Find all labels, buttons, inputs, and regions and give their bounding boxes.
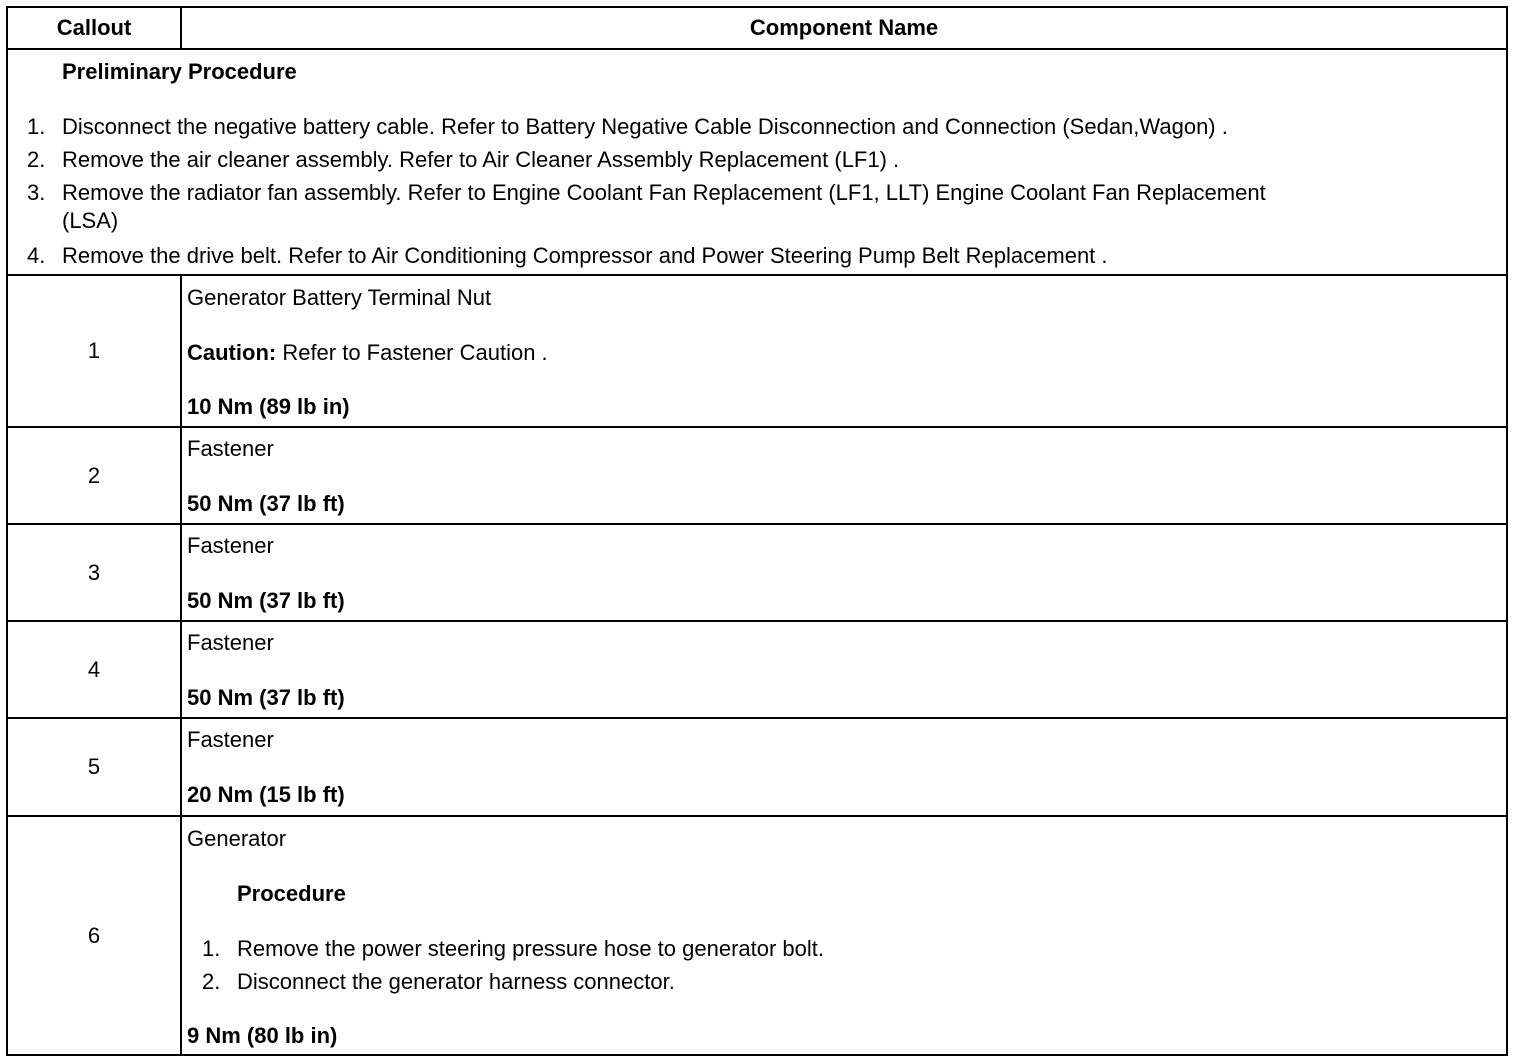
table-row (8, 622, 1506, 719)
table-row (8, 276, 1506, 428)
component-name: Generator (187, 826, 287, 851)
torque-spec: 20 Nm (15 lb ft) (187, 782, 345, 807)
prelim-step-num: 4. (27, 243, 46, 268)
caution-text: Refer to Fastener Caution . (276, 340, 548, 365)
table-row (8, 817, 1506, 1054)
component-name: Fastener (187, 533, 274, 558)
callout-number: 4 (8, 622, 182, 717)
preliminary-title: Preliminary Procedure (62, 59, 297, 84)
prelim-step-text: Disconnect the negative battery cable. Refer to Battery Negative Cable Disconnection and Connection (Sedan,Wagon) . (62, 114, 1228, 139)
prelim-step-text: Remove the air cleaner assembly. Refer to Air Cleaner Assembly Replacement (LF1) . (62, 147, 900, 172)
component-cell (182, 525, 1506, 620)
table-row (8, 719, 1506, 817)
component-name: Fastener (187, 727, 274, 752)
component-cell (182, 276, 1506, 426)
torque-spec: 10 Nm (89 lb in) (187, 394, 350, 419)
header-component-name: Component Name (749, 15, 939, 40)
caution-line (187, 340, 548, 366)
table-row (8, 428, 1506, 525)
prelim-step-text: Remove the drive belt. Refer to Air Conditioning Compressor and Power Steering Pump Belt Replacement . (62, 243, 1108, 268)
prelim-step-text: Remove the radiator fan assembly. Refer to Engine Coolant Fan Replacement (LF1, LLT) Engine Coolant Fan Replacement (62, 180, 1266, 205)
component-cell (182, 622, 1506, 717)
torque-spec-table (6, 6, 1508, 1056)
torque-spec: 50 Nm (37 lb ft) (187, 685, 345, 710)
component-cell (182, 719, 1506, 815)
caution-label: Caution: (187, 340, 277, 365)
prelim-step-num: 1. (27, 114, 46, 139)
component-name: Fastener (187, 630, 274, 655)
component-name: Fastener (187, 436, 274, 461)
torque-spec: 50 Nm (37 lb ft) (187, 588, 345, 613)
component-cell (182, 817, 1506, 1054)
prelim-step-num: 2. (27, 147, 46, 172)
prelim-step-num: 3. (27, 180, 46, 205)
torque-spec: 9 Nm (80 lb in) (187, 1023, 338, 1048)
callout-number: 3 (8, 525, 182, 620)
preliminary-procedure-row (8, 50, 1506, 276)
callout-number: 1 (8, 276, 182, 426)
callout-number: 6 (8, 817, 182, 1054)
torque-spec: 50 Nm (37 lb ft) (187, 491, 345, 516)
procedure-title: Procedure (237, 881, 346, 906)
header-callout: Callout (8, 8, 182, 48)
callout-number: 2 (8, 428, 182, 523)
table-row (8, 525, 1506, 622)
procedure-step-num: 2. (202, 969, 221, 994)
component-cell (182, 428, 1506, 523)
procedure-step-text: Disconnect the generator harness connector. (237, 969, 675, 994)
callout-number: 5 (8, 719, 182, 815)
table-header-row (8, 8, 1506, 50)
prelim-step-text-cont: (LSA) (62, 208, 119, 233)
component-name: Generator Battery Terminal Nut (187, 285, 492, 310)
procedure-step-num: 1. (202, 936, 221, 961)
procedure-step-text: Remove the power steering pressure hose to generator bolt. (237, 936, 824, 961)
